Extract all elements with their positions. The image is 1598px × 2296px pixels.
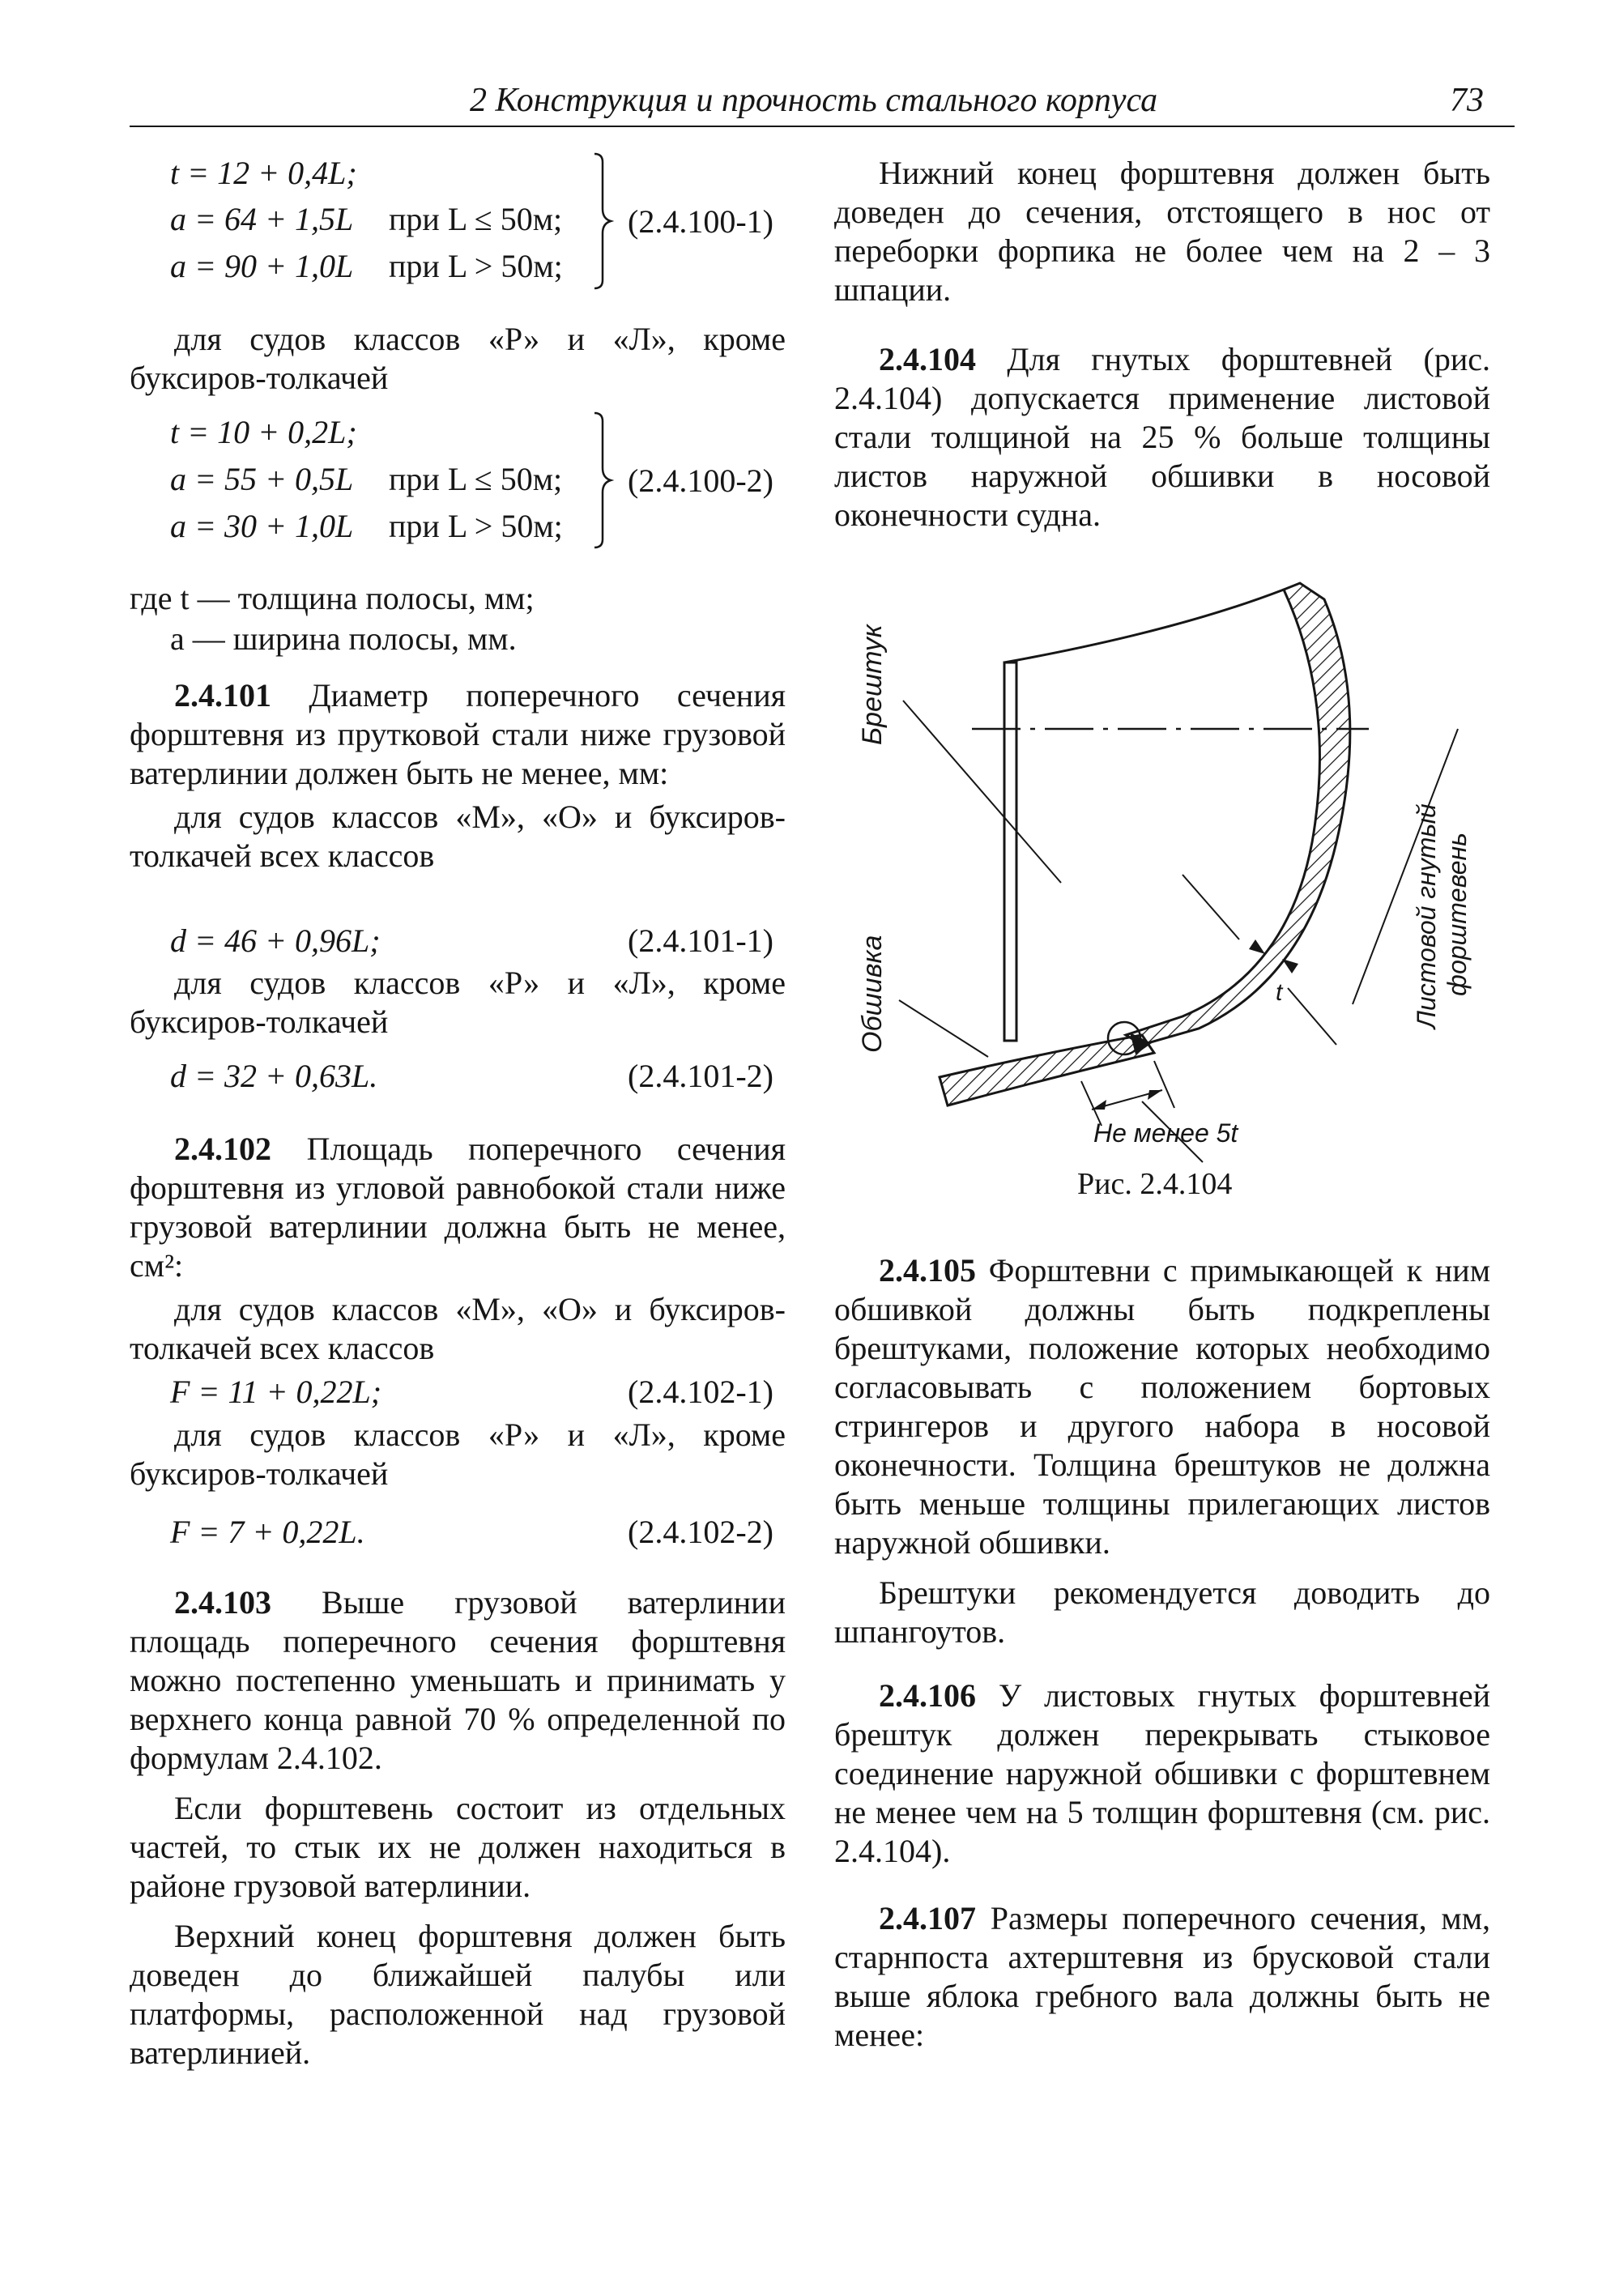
section-101-cond1: для судов классов «М», «О» и буксиров-толкачей всех классов	[130, 799, 786, 874]
section-102	[130, 1130, 786, 1368]
section-102-cond2: для судов классов «Р» и «Л», кроме буксиров-толкачей	[130, 1416, 786, 1492]
label-obshivka: Обшивка	[857, 935, 888, 1053]
section-103-number: 2.4.103	[174, 1584, 271, 1621]
formula-100-1-cond3: при L > 50м;	[389, 248, 563, 284]
formula-100-2-line1: t = 10 + 0,2L;	[170, 414, 357, 450]
section-103-p2: Если форштевень состоит из отдельных частей, то стык их не должен находиться в районе грузовой ватерлинии.	[130, 1790, 786, 1904]
where-a: a — ширина полосы, мм.	[170, 620, 517, 657]
t-dim-line-1	[1183, 875, 1239, 939]
section-102-cond1: для судов классов «М», «О» и буксиров-толкачей всех классов	[130, 1291, 786, 1366]
formula-100-1-line3: a = 90 + 1,0L	[170, 248, 354, 284]
formula-100-1-line2: a = 64 + 1,5L	[170, 201, 354, 237]
dim-arrow-right	[1148, 1090, 1162, 1100]
formula-100-2-cond3: при L > 50м;	[389, 508, 563, 544]
right-intro	[834, 154, 1490, 309]
section-103-p3: Верхний конец форштевня должен быть доведен до ближайшей палубы или платформы, расположенной над грузовой ватерлинией.	[130, 1918, 786, 2071]
section-105-p2: Брештуки рекомендуется доводить до шпангоутов.	[834, 1574, 1490, 1650]
formula-101-2: d = 32 + 0,63L.	[170, 1058, 378, 1094]
header-rule	[130, 126, 1515, 127]
formula-100-2-line2: a = 55 + 0,5L	[170, 461, 354, 497]
formula-102-1: F = 11 + 0,22L;	[170, 1374, 382, 1410]
formula-102-2-number: (2.4.102-2)	[628, 1514, 773, 1550]
formula-100-1-number: (2.4.100-1)	[628, 203, 773, 240]
section-101-text: Диаметр поперечного сечения форштевня из прутковой стали ниже грузовой ватерлинии должен быть не менее, мм:	[130, 677, 786, 791]
formula-102-1-number: (2.4.102-1)	[628, 1374, 773, 1410]
breshtuk-plate	[1004, 662, 1016, 1041]
dim-ext-2	[1154, 1061, 1174, 1108]
formula-100-1-cond2: при L ≤ 50м;	[389, 201, 563, 237]
section-106-number: 2.4.106	[879, 1677, 976, 1714]
t-arrow-2	[1282, 959, 1298, 973]
t-dim-line-2	[1288, 988, 1336, 1045]
section-107-text: Размеры поперечного сечения, мм, старнпоста ахтерштевня из брусковой стали выше яблока гребного вала должны быть не менее:	[834, 1900, 1491, 2053]
formula-100-2-number: (2.4.100-2)	[628, 462, 773, 499]
formula-100-1-brace	[591, 152, 624, 290]
formula-100-1-line1: t = 12 + 0,4L;	[170, 155, 357, 191]
figure-2-4-104	[834, 559, 1515, 1223]
page-number: 73	[1450, 82, 1484, 119]
obshivka-leader	[899, 1000, 988, 1057]
label-stem-1: Листовой гнутый	[1412, 803, 1441, 1029]
label-t: t	[1276, 979, 1283, 1006]
classes-rl-text-1: для судов классов «Р» и «Л», кроме буксиров-толкачей	[130, 321, 786, 396]
section-106	[834, 1676, 1490, 1871]
section-102-cond2-wrap	[130, 1416, 786, 1493]
where-t: где t — толщина полосы, мм;	[130, 580, 535, 616]
label-min-5t: Не менее 5t	[1093, 1118, 1238, 1148]
t-arrow-1	[1249, 939, 1265, 954]
label-breshtuk: Брештук	[857, 624, 888, 745]
section-105-number: 2.4.105	[879, 1252, 976, 1289]
section-107	[834, 1899, 1490, 2055]
section-105	[834, 1251, 1490, 1651]
formula-101-2-number: (2.4.101-2)	[628, 1058, 773, 1094]
formula-101-1-number: (2.4.101-1)	[628, 922, 773, 959]
left-text-1	[130, 320, 786, 398]
formula-100-2-brace	[591, 411, 624, 549]
figure-caption: Рис. 2.4.104	[1077, 1167, 1233, 1201]
section-104	[834, 340, 1490, 535]
section-102-text: Площадь поперечного сечения форштевня из угловой равнобокой стали ниже грузовой ватерлинии должна быть не менее, см²:	[130, 1131, 786, 1284]
section-101	[130, 676, 786, 875]
bent-stem	[1126, 583, 1350, 1045]
section-101-cond2-wrap	[130, 964, 786, 1042]
section-103-text: Выше грузовой ватерлинии площадь поперечного сечения форштевня можно постепенно уменьшать и принимать у верхнего конца равной 70 % определенной по формулам 2.4.102.	[130, 1584, 786, 1776]
section-106-text: У листовых гнутых форштевней брештук должен перекрывать стыковое соединение наружной обшивки с форштевнем не менее чем на 5 толщин форштевня (см. рис. 2.4.104).	[834, 1677, 1491, 1869]
section-104-number: 2.4.104	[879, 341, 976, 377]
label-stem-2: форштевень	[1442, 833, 1472, 996]
section-104-text: Для гнутых форштевней (рис. 2.4.104) допускается применение листовой стали толщиной на 25 % больше толщины листов наружной обшивки в носовой оконечности судна.	[834, 341, 1490, 533]
running-header-title: 2 Конструкция и прочность стального корпуса	[470, 82, 1158, 119]
right-paragraph-1: Нижний конец форштевня должен быть доведен до сечения, отстоящего в нос от переборки форпика не более чем на 2 – 3 шпации.	[834, 155, 1490, 308]
section-103	[130, 1583, 786, 2072]
section-102-number: 2.4.102	[174, 1131, 271, 1167]
formula-100-2-line3: a = 30 + 1,0L	[170, 508, 354, 544]
formula-101-1: d = 46 + 0,96L;	[170, 922, 381, 959]
formula-100-2-cond2: при L ≤ 50м;	[389, 461, 563, 497]
section-107-number: 2.4.107	[879, 1900, 976, 1936]
section-101-number: 2.4.101	[174, 677, 271, 714]
breshtuk-top-edge	[1004, 590, 1284, 662]
formula-102-2: F = 7 + 0,22L.	[170, 1514, 365, 1550]
section-101-cond2: для судов классов «Р» и «Л», кроме буксиров-толкачей	[130, 965, 786, 1040]
section-105-text: Форштевни с примыкающей к ним обшивкой должны быть подкреплены брештуками, положение которых необходимо согласовывать с положением бортовых стрингеров и другого набора в носовой оконечности. Толщина брештуков не должна быть меньше толщины прилегающих листов наружной обшивки.	[834, 1252, 1491, 1561]
